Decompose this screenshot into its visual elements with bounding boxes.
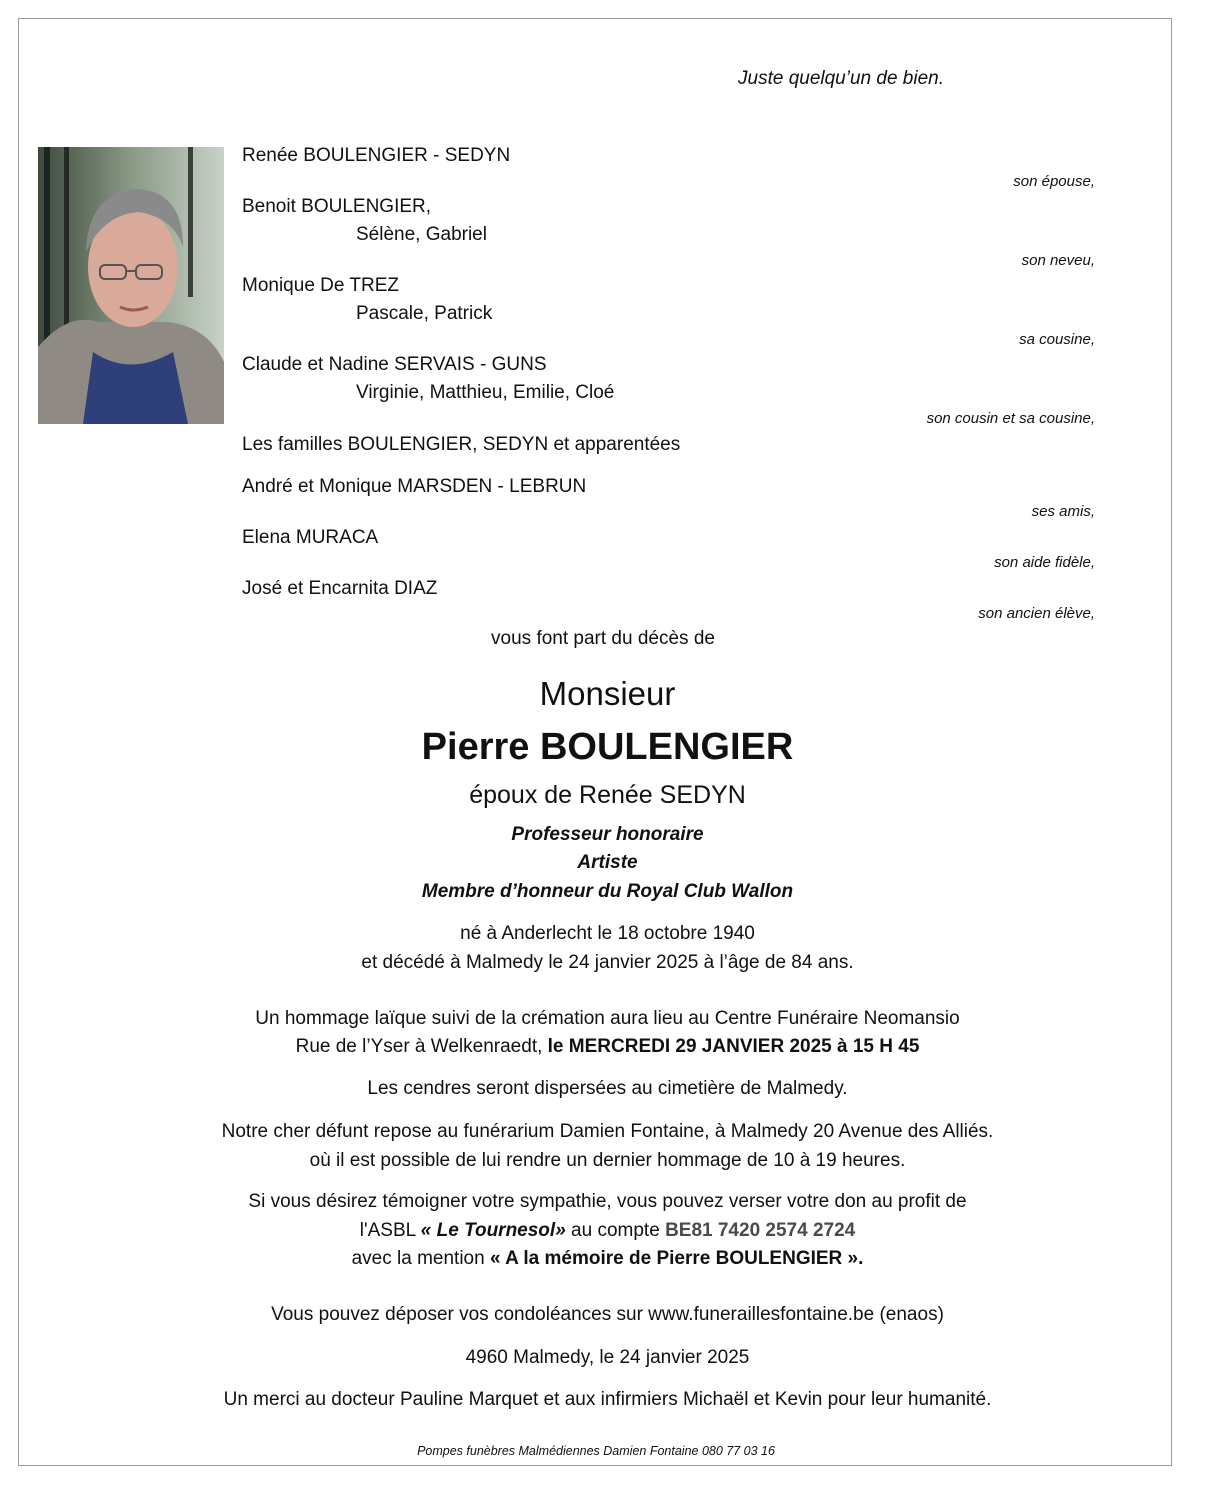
ceremony-address: Rue de l’Yser à Welkenraedt, xyxy=(295,1036,543,1057)
family-children: Pascale, Patrick xyxy=(356,303,493,324)
death-line: et décédé à Malmedy le 24 janvier 2025 à l’âge de 84 ans. xyxy=(361,952,854,973)
deceased-title: Artiste xyxy=(577,852,638,873)
birth-line: né à Anderlecht le 18 octobre 1940 xyxy=(460,923,755,944)
ceremony-date: le MERCREDI 29 JANVIER 2025 à 15 H 45 xyxy=(547,1036,920,1057)
intro-text: vous font part du décès de xyxy=(491,628,715,649)
mention-text: « A la mémoire de Pierre BOULENGIER ». xyxy=(489,1248,864,1269)
footer-funeral-home: Pompes funèbres Malmédiennes Damien Fontaine 080 77 03 16 xyxy=(417,1444,775,1458)
family-children: Sélène, Gabriel xyxy=(356,224,487,245)
family-name: José et Encarnita DIAZ xyxy=(242,578,438,599)
motto: Juste quelqu’un de bien. xyxy=(738,68,944,89)
family-children: Virginie, Matthieu, Emilie, Cloé xyxy=(356,382,615,403)
deceased-title: Professeur honoraire xyxy=(511,824,704,845)
deceased-name: Pierre BOULENGIER xyxy=(421,726,794,768)
asbl-name: « Le Tournesol» xyxy=(420,1220,566,1241)
family-relation: son ancien élève, xyxy=(978,605,1095,622)
family-name: Monique De TREZ xyxy=(242,275,399,296)
place-date: 4960 Malmedy, le 24 janvier 2025 xyxy=(465,1347,750,1368)
family-relation: son aide fidèle, xyxy=(994,554,1095,571)
donation-mention-line xyxy=(0,1248,1215,1270)
ceremony-line: Un hommage laïque suivi de la crémation aura lieu au Centre Funéraire Neomansio xyxy=(255,1008,960,1029)
bank-account: BE81 7420 2574 2724 xyxy=(665,1220,856,1241)
repose-line: Notre cher défunt repose au funérarium Damien Fontaine, à Malmedy 20 Avenue des Alliés. xyxy=(221,1121,994,1142)
donation-line: Si vous désirez témoigner votre sympathie, vous pouvez verser votre don au profit de xyxy=(248,1191,967,1212)
family-relation: son cousin et sa cousine, xyxy=(926,410,1095,427)
family-name: Renée BOULENGIER - SEDYN xyxy=(242,145,511,166)
family-relation: son épouse, xyxy=(1013,173,1095,190)
deceased-title: Membre d’honneur du Royal Club Wallon xyxy=(421,881,794,902)
repose-hours-line: où il est possible de lui rendre un dernier hommage de 10 à 19 heures. xyxy=(309,1150,906,1171)
portrait-image xyxy=(38,147,224,424)
family-name: Benoit BOULENGIER, xyxy=(242,196,432,217)
family-relation: son neveu, xyxy=(1021,252,1095,269)
civility: Monsieur xyxy=(539,675,676,712)
ceremony-date-line xyxy=(0,1036,1215,1058)
ashes-line: Les cendres seront dispersées au cimetière de Malmedy. xyxy=(367,1078,848,1099)
condolences-line: Vous pouvez déposer vos condoléances sur www.funeraillesfontaine.be (enaos) xyxy=(271,1304,944,1325)
family-name: Claude et Nadine SERVAIS - GUNS xyxy=(242,354,547,375)
deceased-photo xyxy=(38,147,224,424)
thanks-line: Un merci au docteur Pauline Marquet et aux infirmiers Michaël et Kevin pour leur humanité. xyxy=(223,1389,992,1410)
spouse-line: époux de Renée SEDYN xyxy=(469,781,746,809)
donation-account-line xyxy=(0,1220,1215,1242)
mention-prefix: avec la mention xyxy=(351,1248,485,1269)
family-relation: sa cousine, xyxy=(1019,331,1095,348)
family-name: Elena MURACA xyxy=(242,527,379,548)
account-prefix: au compte xyxy=(571,1220,660,1241)
family-name: Les familles BOULENGIER, SEDYN et apparentées xyxy=(242,434,681,455)
family-relation: ses amis, xyxy=(1031,503,1095,520)
family-name: André et Monique MARSDEN - LEBRUN xyxy=(242,476,587,497)
asbl-prefix: l'ASBL xyxy=(359,1220,416,1241)
